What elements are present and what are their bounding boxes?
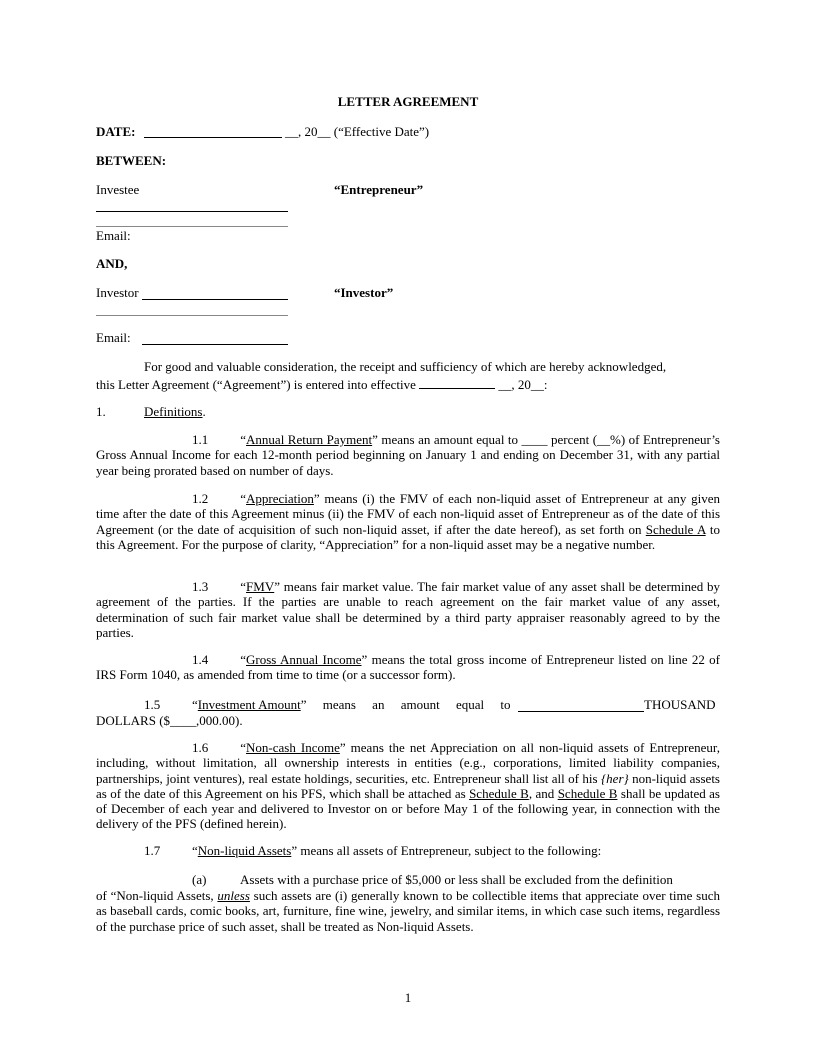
def-term: FMV	[246, 579, 275, 594]
def-number: 1.6	[192, 740, 209, 755]
intro-line-2-tail: __, 20__:	[498, 377, 548, 392]
investment-amount-blank	[518, 711, 644, 712]
subsection-a-body	[96, 888, 720, 934]
definition-1-5-thousand: THOUSAND	[644, 697, 716, 712]
definition-1-6	[96, 740, 720, 832]
def-text: ” means the net Appreciation on all non-liquid assets of Entrepreneur, including, without limitation, all ownership interests in entities (e.g., corporations, limited liability companies, partnerships, joint ventures), real estate holdings, securities, etc. Entrepreneur shall list all of his	[96, 740, 720, 786]
def-text-2: non-liquid assets as of the date of this Agreement on his PFS, which shall be attached as	[96, 770, 720, 801]
section-1-heading	[144, 404, 206, 419]
def-text: ” means (i) the FMV of each non-liquid asset of Entrepreneur at any given time after the date of this Agreement minus (ii) the FMV of each non-liquid asset of Entrepreneur as of the date of this Agreement (or the date of acquisition of such non-liquid asset, if after the date hereof), as set forth on	[96, 491, 720, 537]
schedule-b-ref: Schedule B	[469, 785, 529, 801]
def-number: 1.2	[192, 491, 209, 506]
date-blank	[144, 137, 282, 138]
quote: “	[240, 432, 247, 447]
schedule-a-ref: Schedule A	[645, 521, 706, 537]
investor-role: “Investor”	[334, 285, 394, 300]
def-number: 1.3	[192, 579, 209, 594]
def-term: Gross Annual Income	[246, 652, 362, 667]
and-label: AND,	[96, 256, 128, 271]
quote: “	[240, 579, 247, 594]
investee-address-line-2	[96, 226, 288, 227]
intro-line-2	[96, 376, 548, 392]
quote: “	[192, 843, 198, 858]
definition-1-5-line-1	[192, 697, 510, 712]
def-term: Investment Amount	[197, 697, 301, 712]
def-text: ” means the total gross income of Entrepreneur listed on line 22 of IRS Form 1040, as amended from time to time (or a successor form).	[96, 652, 720, 683]
definition-1-4	[96, 652, 720, 683]
between-label: BETWEEN:	[96, 153, 167, 168]
investee-address-line-1	[96, 211, 288, 212]
definition-1-3	[96, 579, 720, 640]
intro-line-2-text: this Letter Agreement (“Agreement”) is entered into effective	[96, 377, 416, 392]
entrepreneur-role: “Entrepreneur”	[334, 182, 424, 197]
def-number: 1.4	[192, 652, 209, 667]
quote: “	[240, 740, 247, 755]
definition-1-1	[96, 432, 720, 478]
section-1-number: 1.	[96, 404, 106, 419]
def-text-2: to this Agreement. For the purpose of clarity, “Appreciation” for a non-liquid asset may be a negative number.	[96, 521, 720, 552]
def-number: 1.1	[192, 432, 209, 447]
investor-email-label: Email:	[96, 330, 131, 345]
quote: “	[240, 491, 247, 506]
def-term: Appreciation	[246, 491, 314, 506]
definition-1-7-number: 1.7	[144, 843, 161, 858]
investor-email-line	[142, 344, 288, 345]
investor-name-line	[142, 299, 288, 300]
definitions-heading: Definitions	[144, 404, 203, 419]
definition-1-2	[96, 491, 720, 552]
def-text: ” means an amount equal to	[300, 697, 511, 712]
def-term: Non-liquid Assets	[197, 843, 292, 858]
quote: “	[240, 652, 247, 667]
subsection-a-line-1: Assets with a purchase price of $5,000 or less shall be excluded from the definition	[240, 872, 673, 887]
quote: “	[192, 697, 198, 712]
investee-email-label: Email:	[96, 228, 131, 243]
definition-1-7	[192, 843, 601, 858]
def-term: Annual Return Payment	[246, 432, 373, 447]
definition-1-5-number: 1.5	[144, 697, 161, 712]
unless-italic: unless	[217, 888, 250, 903]
her-italic: {her}	[600, 770, 629, 786]
def-text: ” means fair market value. The fair market value of any asset shall be determined by agreement of the parties. If the parties are unable to reach agreement on the fair market value of any asset, determination of such fair market value shall be determined by a third party appraiser reasonably agreed to by the parties.	[96, 579, 720, 640]
def-text: ” means an amount equal to ____ percent (__%) of Entrepreneur’s Gross Annual Income for each 12-month period beginning on January 1 and ending on December 31, with any partial year being prorated based on number of days.	[96, 432, 720, 478]
date-label: DATE:	[96, 124, 136, 139]
heading-period: .	[202, 404, 206, 419]
definition-1-5-line-2: DOLLARS ($____,000.00).	[96, 713, 243, 728]
def-term: Non-cash Income	[246, 740, 340, 755]
def-text-4: shall be updated as of December of each year and delivered to Investor on or before May 1 of the following year, in connection with the delivery of the PFS (defined herein).	[96, 785, 720, 832]
intro-line-1: For good and valuable consideration, the receipt and sufficiency of which are hereby acknowledged,	[144, 359, 667, 374]
def-text-3: , and	[528, 785, 558, 801]
sub-text-2: such assets are (i) generally known to be collectible items that appreciate over time such as baseball cards, comic books, art, furniture, fine wine, jewelry, and similar items, in which case such items, regardless of the purchase price of such asset, shall be treated as Non-liquid Assets.	[96, 888, 720, 934]
investee-label: Investee	[96, 182, 140, 197]
investor-label: Investor	[96, 285, 139, 300]
date-suffix: __, 20__ (“Effective Date”)	[285, 124, 430, 139]
page-number: 1	[404, 990, 412, 1005]
sub-text: of “Non-liquid Assets,	[96, 888, 218, 903]
schedule-b-ref-2: Schedule B	[557, 785, 618, 801]
investor-address-line	[96, 315, 288, 316]
effective-date-blank	[419, 376, 495, 389]
document-title: LETTER AGREEMENT	[337, 94, 479, 109]
def-text: ” means all assets of Entrepreneur, subject to the following:	[291, 843, 602, 858]
subsection-a-number: (a)	[192, 872, 207, 887]
